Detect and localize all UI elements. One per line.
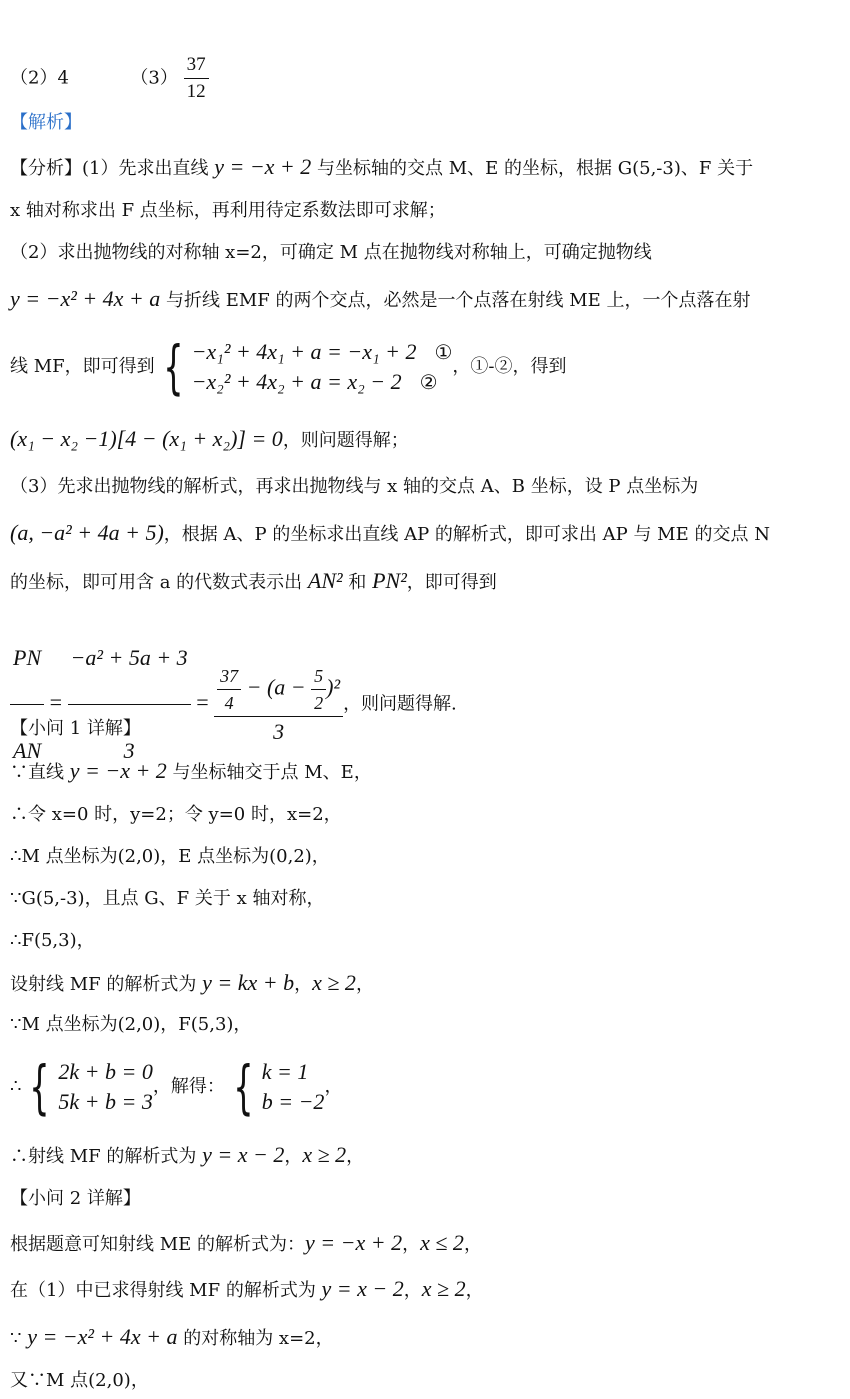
part2-title: 【小问 2 详解】 — [10, 1188, 141, 1209]
equation: y = −x² + 4x + a — [10, 286, 161, 311]
text: 的坐标，即可用含 a 的代数式表示出 — [10, 572, 308, 593]
part2-line-4: 又∵M 点(2,0)， — [10, 1370, 149, 1391]
equation-1: 2k + b = 0 — [58, 1059, 153, 1084]
part1-line-5: ∴F(5,3)， — [10, 930, 95, 951]
text: 【分析】(1）先求出直线 — [10, 158, 215, 179]
text: 的对称轴为 x=2， — [177, 1328, 334, 1349]
part2-line-2 — [10, 1276, 484, 1304]
equals: = — [190, 689, 215, 715]
analysis-line-3: （2）求出抛物线的对称轴 x=2，可确定 M 点在抛物线对称轴上，可确定抛物线 — [10, 242, 652, 263]
circled-2: ② — [419, 370, 438, 394]
part1-line-8 — [10, 1054, 342, 1120]
analysis-line-5 — [10, 334, 567, 400]
text: 根据题意可知射线 ME 的解析式为： — [10, 1234, 306, 1255]
equation-1: −x₁² + 4x₁ + a = −x₁ + 2 — [191, 339, 417, 364]
fraction-right — [214, 663, 343, 747]
left-brace: { — [162, 333, 184, 401]
text: ， — [284, 1146, 303, 1167]
pn-squared: PN² — [372, 568, 407, 593]
text: ， — [346, 1146, 365, 1167]
inner-numerator: 37 — [217, 663, 241, 690]
text: ， — [294, 974, 313, 995]
text: 设射线 MF 的解析式为 — [10, 974, 203, 995]
analysis-line-7: （3）先求出抛物线的解析式，再求出抛物线与 x 轴的交点 A、B 坐标，设 P 点坐标为 — [10, 476, 699, 497]
answer-2: （2）4 — [10, 67, 69, 89]
left-brace: { — [29, 1053, 51, 1121]
part1-line-3: ∴M 点坐标为(2,0)，E 点坐标为(0,2)， — [10, 846, 330, 867]
text: ，解得： — [152, 1076, 225, 1097]
part1-line-4: ∵G(5,-3)，且点 G、F 关于 x 轴对称， — [10, 888, 325, 909]
text: ， — [463, 1234, 482, 1255]
analysis-line-8 — [10, 520, 770, 548]
text: 线 MF，即可得到 — [10, 356, 155, 377]
analysis-line-9 — [10, 568, 497, 596]
text: ∵ — [10, 1328, 28, 1349]
solution-2: b = −2 — [261, 1089, 325, 1114]
text: ，即可得到 — [406, 572, 497, 593]
denominator: 3 — [273, 718, 285, 744]
answer-3-numerator: 37 — [184, 52, 209, 79]
text: ，根据 A、P 的坐标求出直线 AP 的解析式，即可求出 AP 与 ME 的交点 N — [163, 524, 770, 545]
an-squared: AN² — [307, 568, 343, 593]
text: − (a − — [241, 674, 312, 700]
inner-numerator: 5 — [311, 663, 326, 690]
equation-system — [58, 1057, 152, 1117]
equation: y = −x² + 4x + a — [27, 1324, 178, 1349]
text: )² — [326, 674, 341, 700]
answer-3-denominator: 12 — [186, 81, 206, 102]
text: 与坐标轴的交点 M、E 的坐标，根据 G(5,-3)、F 关于 — [311, 158, 754, 179]
text: 在（1）中已求得射线 MF 的解析式为 — [10, 1280, 322, 1301]
part2-line-3 — [10, 1324, 334, 1352]
circled-1: ① — [434, 340, 453, 364]
inner-fraction-5-2 — [311, 663, 326, 716]
inequality: x ≥ 2 — [421, 1276, 466, 1301]
equation: (x₁ − x₂ −1)[4 − (x₁ + x₂)] = 0 — [10, 426, 283, 451]
equation: y = −x + 2 — [305, 1230, 403, 1255]
text: ， — [324, 1076, 343, 1097]
numerator: PN — [10, 612, 44, 705]
part1-line-7: ∵M 点坐标为(2,0)，F(5,3)， — [10, 1014, 252, 1035]
text: ， — [403, 1280, 422, 1301]
denominator: 3 — [123, 738, 135, 763]
analysis-line-6 — [10, 426, 409, 454]
part1-line-1 — [10, 758, 372, 786]
part1-line-2: ∴令 x=0 时，y=2；令 y=0 时，x=2， — [10, 804, 342, 825]
part2-line-1 — [10, 1230, 482, 1258]
numerator — [214, 663, 343, 717]
part1-line-6 — [10, 970, 374, 998]
analysis-line-2: x 轴对称求出 F 点坐标，再利用待定系数法即可求解； — [10, 200, 446, 221]
answer-3-label: （3） — [130, 67, 178, 89]
equation: y = x − 2 — [202, 1142, 285, 1167]
text: 与折线 EMF 的两个交点，必然是一个点落在射线 ME 上，一个点落在射 — [160, 290, 751, 311]
left-brace: { — [233, 1053, 254, 1121]
solution-1: k = 1 — [261, 1059, 309, 1084]
analysis-line-4 — [10, 286, 751, 314]
inequality: x ≤ 2 — [420, 1230, 464, 1255]
equation-system — [192, 337, 453, 397]
text: 和 — [342, 572, 373, 593]
equation: y = −x + 2 — [69, 758, 167, 783]
analysis-line-1 — [10, 154, 753, 182]
equation: y = −x + 2 — [214, 154, 312, 179]
equation: y = x − 2 — [321, 1276, 404, 1301]
numerator: −a² + 5a + 3 — [68, 612, 191, 705]
denominator: AN — [13, 738, 42, 763]
text: 与坐标轴交于点 M、E， — [166, 762, 372, 783]
inner-denominator: 2 — [314, 692, 324, 713]
part1-line-9 — [10, 1142, 364, 1170]
equation-2: 5k + b = 3 — [58, 1089, 153, 1114]
inequality: x ≥ 2 — [312, 970, 356, 995]
inner-fraction-37-4 — [217, 663, 241, 716]
equation: y = kx + b — [202, 970, 295, 995]
answer-3-fraction — [184, 52, 209, 105]
text: ，①-②，得到 — [452, 356, 567, 377]
text: ∵直线 — [10, 762, 70, 783]
text: ，则问题得解. — [343, 693, 457, 715]
solution-system — [262, 1057, 325, 1117]
text: ， — [355, 974, 374, 995]
text: ∴ — [10, 1076, 22, 1097]
answer-line — [10, 52, 209, 105]
inequality: x ≥ 2 — [302, 1142, 347, 1167]
part1-title: 【小问 1 详解】 — [10, 718, 141, 739]
inner-denominator: 4 — [224, 692, 234, 713]
text: ， — [465, 1280, 484, 1301]
text: ，则问题得解； — [282, 430, 409, 451]
jiexi-heading: 【解析】 — [10, 112, 82, 133]
equation: (a, −a² + 4a + 5) — [10, 520, 164, 545]
equation-2: −x₂² + 4x₂ + a = x₂ − 2 — [191, 369, 402, 394]
text: ∴射线 MF 的解析式为 — [10, 1146, 203, 1167]
equals: = — [44, 689, 68, 715]
text: ， — [402, 1234, 421, 1255]
